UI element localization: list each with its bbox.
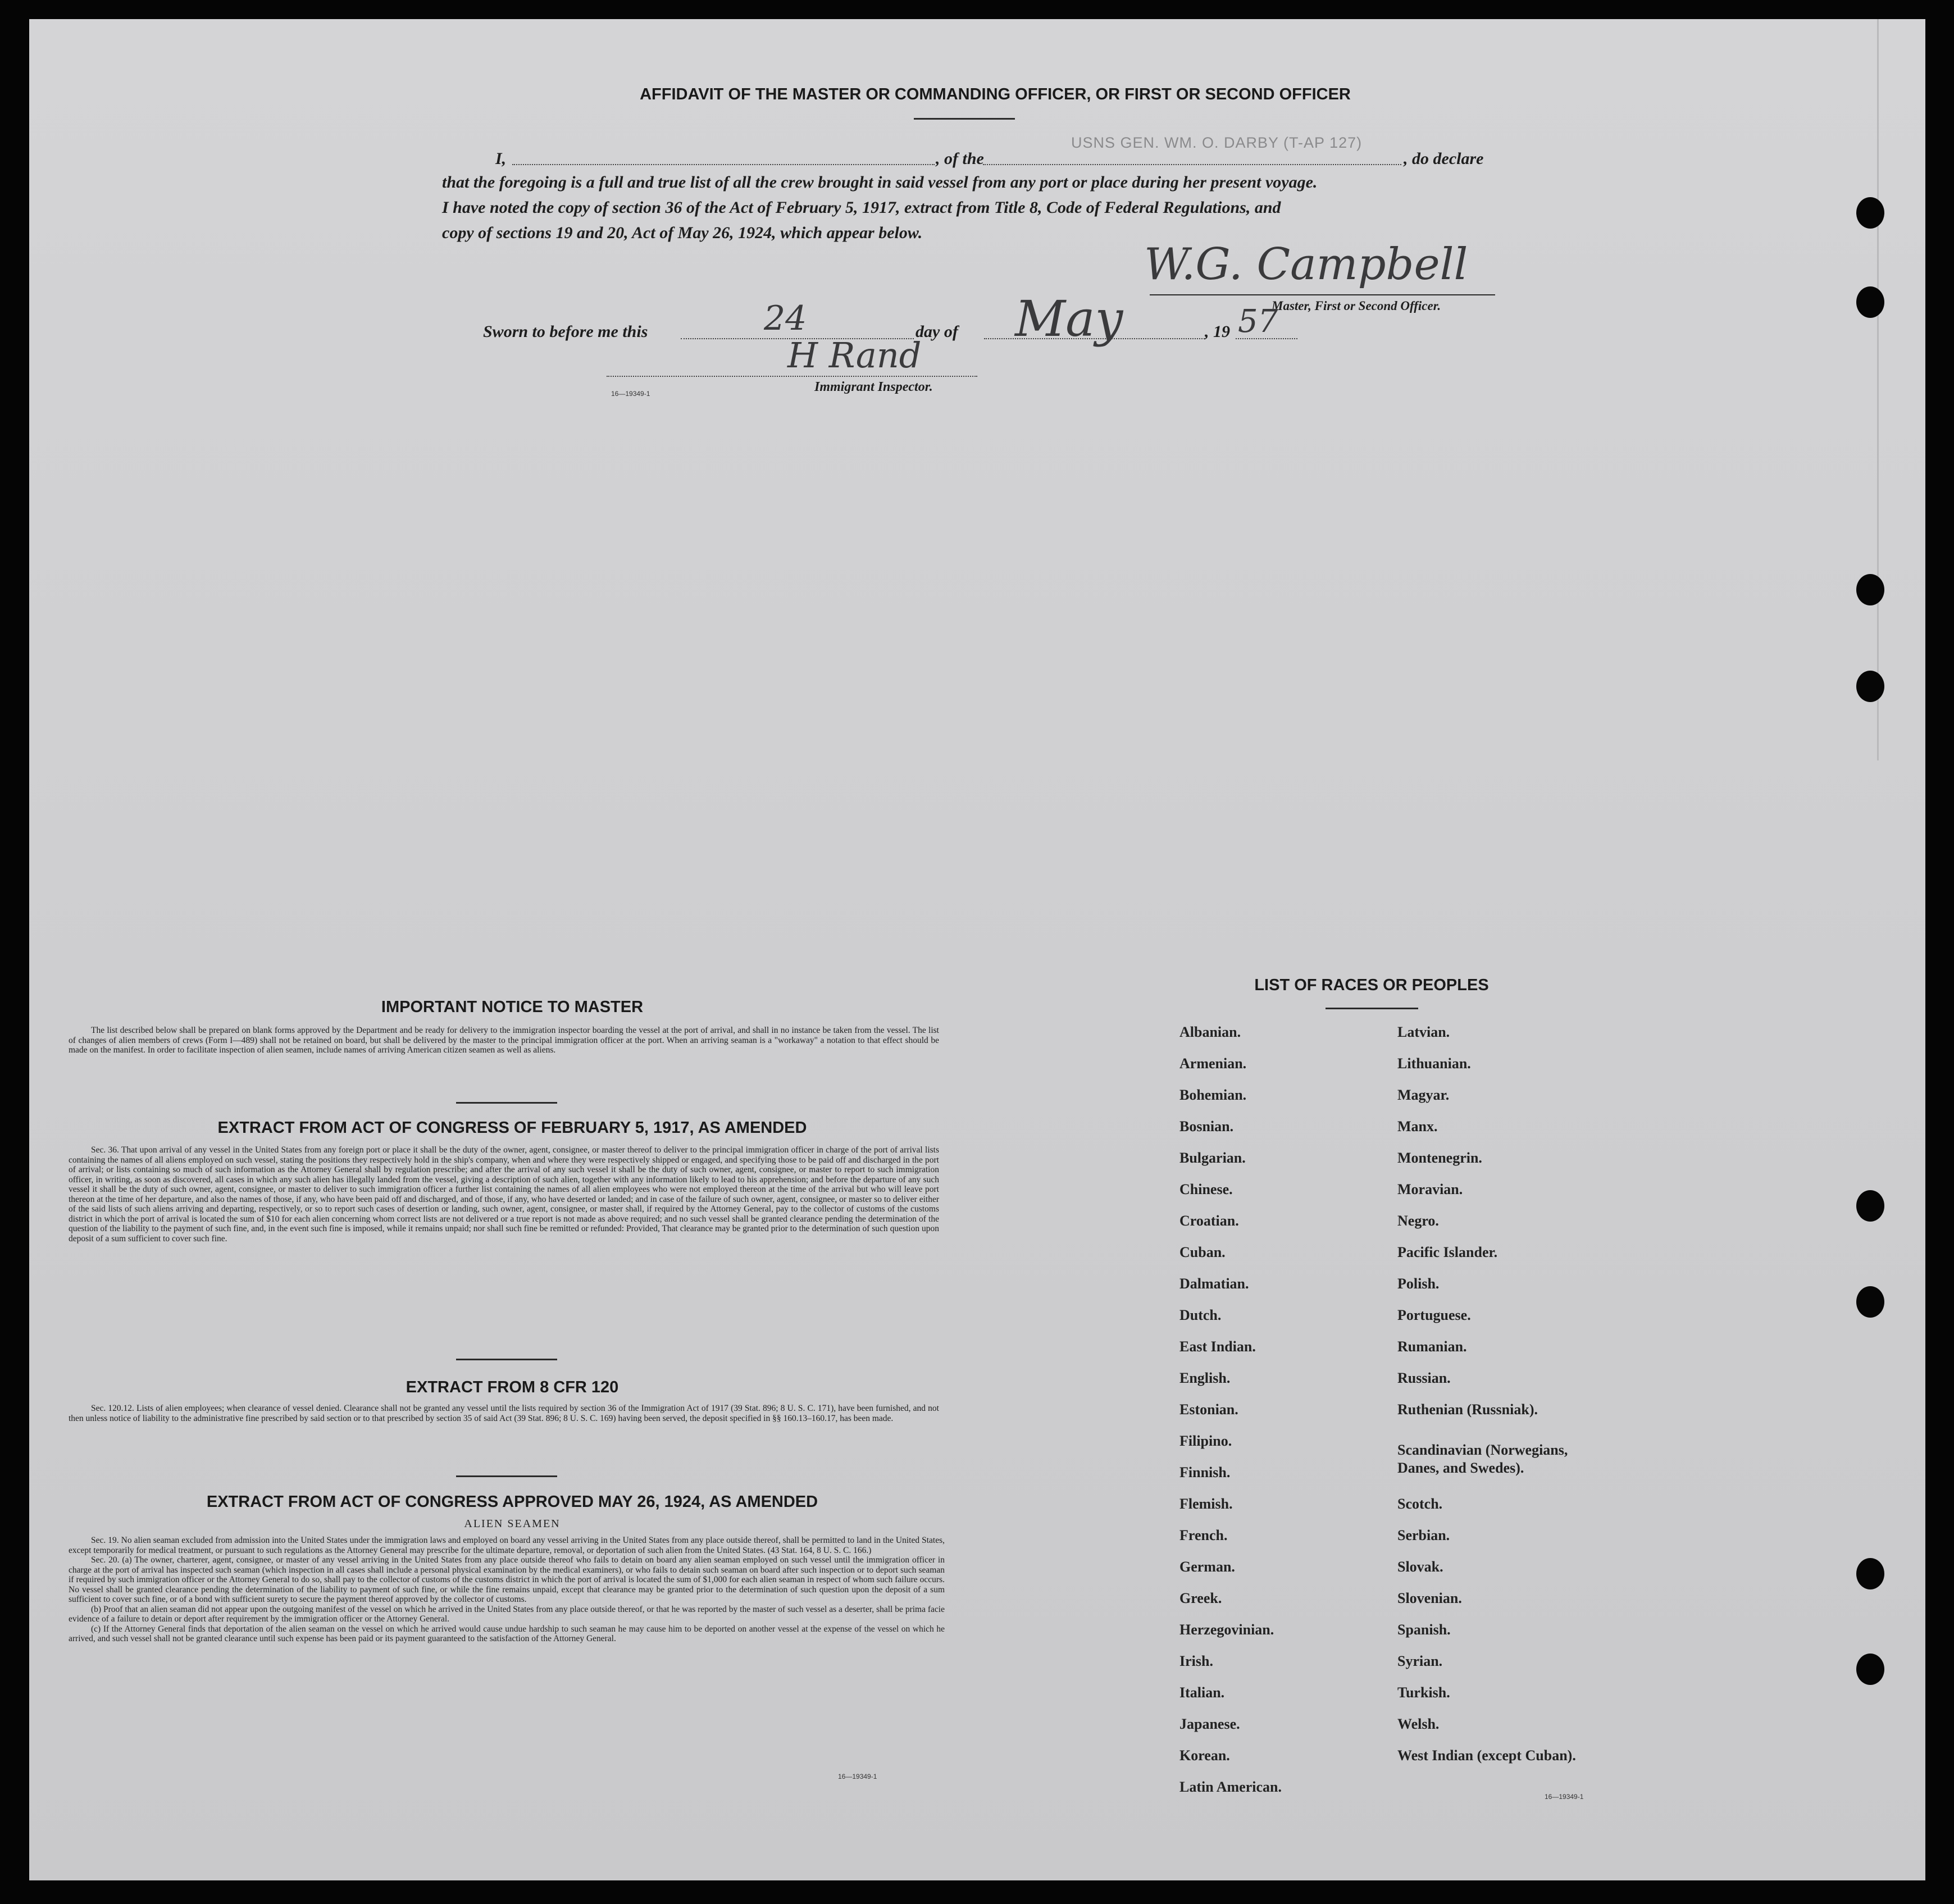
affiant-label: I, bbox=[495, 149, 507, 168]
extract-1924-title: EXTRACT FROM ACT OF CONGRESS APPROVED MAY 26, 1924, AS AMENDED bbox=[206, 1493, 818, 1511]
affidavit-form-number: 16—19349-1 bbox=[611, 390, 650, 398]
race-chinese: Chinese. bbox=[1179, 1181, 1233, 1197]
race-spanish: Spanish. bbox=[1397, 1621, 1451, 1638]
race-herzegovinian: Herzegovinian. bbox=[1179, 1621, 1274, 1638]
section-19-paragraph: Sec. 19. No alien seaman excluded from admission into the United States under the immigration laws and employed on board any vessel arriving in the United States from any place outside thereof, shall be permitted to land in the United States, except temporarily for medical treatment, or pursuant to such regulations as the Attorney General may prescribe for the ultimate departure, removal, or deportation of such alien from the United States. (43 Stat. 164, 8 U. S. C. 166.) bbox=[69, 1536, 945, 1555]
of-the-label: , of the bbox=[936, 149, 984, 168]
race-croatian: Croatian. bbox=[1179, 1213, 1239, 1229]
race-filipino: Filipino. bbox=[1179, 1433, 1232, 1449]
punch-hole bbox=[1856, 1286, 1884, 1318]
race-turkish: Turkish. bbox=[1397, 1684, 1450, 1701]
race-slovenian: Slovenian. bbox=[1397, 1590, 1462, 1606]
inspector-signature: H Rand bbox=[787, 335, 922, 376]
punch-hole bbox=[1856, 671, 1884, 702]
race-serbian: Serbian. bbox=[1397, 1527, 1450, 1543]
race-korean: Korean. bbox=[1179, 1747, 1230, 1764]
race-dalmatian: Dalmatian. bbox=[1179, 1276, 1249, 1292]
punch-hole bbox=[1856, 1654, 1884, 1685]
affidavit-statement: that the foregoing is a full and true list of all the crew brought in said vessel from any port or place during her present voyage. I have noted the copy of section 36 of the Act of February 5, 1917, extract from Title 8, Code of Federal Regulations, and copy of sections 19 and 20, Act of May 26, 1924, which appear below. bbox=[442, 173, 1318, 242]
race-italian: Italian. bbox=[1179, 1684, 1225, 1701]
affidavit-title: AFFIDAVIT OF THE MASTER OR COMMANDING OFFICER, OR FIRST OR SECOND OFFICER bbox=[640, 85, 1351, 103]
race-west-indian: West Indian (except Cuban). bbox=[1397, 1747, 1576, 1764]
section-rule bbox=[456, 1359, 557, 1360]
extract-form-number: 16—19349-1 bbox=[838, 1773, 877, 1780]
races-title-rule bbox=[1326, 1008, 1418, 1009]
race-negro: Negro. bbox=[1397, 1213, 1439, 1229]
inspector-signature-field bbox=[607, 376, 977, 377]
master-signature: W.G. Campbell bbox=[1144, 239, 1468, 290]
race-manx: Manx. bbox=[1397, 1118, 1438, 1135]
year-label: , 19 bbox=[1205, 322, 1230, 341]
extract-1917-title: EXTRACT FROM ACT OF CONGRESS OF FEBRUARY 5, 1917, AS AMENDED bbox=[217, 1119, 807, 1137]
race-syrian: Syrian. bbox=[1397, 1653, 1443, 1669]
race-english: English. bbox=[1179, 1370, 1231, 1386]
race-east-indian: East Indian. bbox=[1179, 1338, 1256, 1355]
race-greek: Greek. bbox=[1179, 1590, 1222, 1606]
race-slovak: Slovak. bbox=[1397, 1559, 1443, 1575]
sworn-year-field bbox=[1236, 338, 1297, 339]
title-rule bbox=[914, 118, 1015, 120]
race-german: German. bbox=[1179, 1559, 1235, 1575]
extract-cfr-title: EXTRACT FROM 8 CFR 120 bbox=[406, 1378, 619, 1396]
notice-text bbox=[69, 1026, 939, 1055]
sworn-label: Sworn to before me this bbox=[483, 322, 648, 341]
notice-paragraph: The list described below shall be prepared on blank forms approved by the Department and be ready for delivery to the immigration inspector boarding the vessel at the port of arrival, and shall in no instance be taken from the vessel. The list of changes of alien members of crews (Form I—489) shall not be retained on board, but shall be delivered by the master to the principal immigration officer at the port. When an arriving seaman is a "workaway" a notation to that effect should be made on the manifest. In order to facilitate inspection of alien seamen, include names of arriving American citizen seamen as well as aliens. bbox=[69, 1026, 939, 1055]
race-portuguese: Portuguese. bbox=[1397, 1307, 1471, 1323]
race-ruthenian: Ruthenian (Russniak). bbox=[1397, 1401, 1538, 1418]
races-title: LIST OF RACES OR PEOPLES bbox=[1254, 976, 1489, 994]
race-russian: Russian. bbox=[1397, 1370, 1451, 1386]
page-fold-line bbox=[1877, 19, 1879, 760]
sworn-year: 57 bbox=[1238, 303, 1278, 340]
punch-hole bbox=[1856, 286, 1884, 318]
punch-hole bbox=[1856, 197, 1884, 229]
master-signature-line bbox=[1150, 294, 1495, 295]
section-20c-paragraph: (c) If the Attorney General finds that deportation of the alien seaman on the vessel on which he arrived would cause undue hardship to such seaman he may cause him to be deported on another vessel at the expense of the vessel on which he arrived, and such vessel shall not be granted clearance until such expense has been paid or its payment guaranteed to the satisfaction of the Attorney General. bbox=[69, 1624, 945, 1643]
race-montenegrin: Montenegrin. bbox=[1397, 1150, 1482, 1166]
race-bohemian: Bohemian. bbox=[1179, 1087, 1247, 1103]
do-declare-label: , do declare bbox=[1404, 149, 1484, 168]
race-latvian: Latvian. bbox=[1397, 1024, 1450, 1040]
races-form-number: 16—19349-1 bbox=[1545, 1793, 1584, 1801]
race-finnish: Finnish. bbox=[1179, 1464, 1231, 1481]
notice-title: IMPORTANT NOTICE TO MASTER bbox=[381, 998, 644, 1016]
race-pacific-islander: Pacific Islander. bbox=[1397, 1244, 1498, 1260]
race-latin-american: Latin American. bbox=[1179, 1779, 1282, 1795]
race-lithuanian: Lithuanian. bbox=[1397, 1055, 1471, 1072]
document-page bbox=[29, 19, 1925, 1880]
sworn-day: 24 bbox=[764, 299, 807, 338]
master-caption: Master, First or Second Officer. bbox=[1272, 299, 1441, 313]
race-french: French. bbox=[1179, 1527, 1228, 1543]
race-estonian: Estonian. bbox=[1179, 1401, 1238, 1418]
section-20a-paragraph: Sec. 20. (a) The owner, charterer, agent, consignee, or master of any vessel arriving in the United States from any place outside thereof who fails to detain on board any alien seaman employed on such vessel until the immigration officer in charge at the port of arrival has inspected such seaman (which inspection in all cases shall include a personal physical examination by the medical examiners), or who fails to detain such seaman on board after such inspection or to deport such seaman if required by such immigration officer or the Attorney General to do so, shall pay to the collector of customs of the customs district in which the port of arrival is located the sum of $1,000 for each alien seaman in respect of whom such failure occurs. No vessel shall be granted clearance pending the determination of the liability to payment of such fine, or while the fine remains unpaid, except that clearance may be granted prior to the determination of such question upon the deposit of a sum sufficient to cover such fine, or of a bond with sufficient surety to secure the payment thereof approved by the collector of customs. bbox=[69, 1555, 945, 1604]
section-120-12-paragraph: Sec. 120.12. Lists of alien employees; when clearance of vessel denied. Clearance shall not be granted any vessel until the lists required by section 36 of the Immigration Act of 1917 (39 Stat. 896; 8 U. S. C. 171), have been furnished, and not then unless notice of liability to the administrative fine prescribed by said section or to that prescribed by section 35 of said Act (39 Stat. 896; 8 U. S. C. 169) having been served, the deposit specified in §§ 160.13–160.17, has been made. bbox=[69, 1404, 939, 1423]
section-36-paragraph: Sec. 36. That upon arrival of any vessel in the United States from any foreign port or place it shall be the duty of the owner, agent, consignee, or master thereof to deliver to the principal immigration officer in charge of the port of arrival lists containing the names of all aliens employed on such vessel, stating the positions they respectively hold in the ship's company, when and where they were respectively shipped or engaged, and specifying those to be paid off and discharged in the port of arrival; or lists containing so much of such information as the Attorney General shall by regulation prescribe; and after the arrival of any such vessel it shall be the duty of such owner, agent, consignee, or master to report to such immigration officer, in writing, as soon as discovered, all cases in which any such alien has illegally landed from the vessel, giving a description of such alien, together with any information likely to lead to his apprehension; and before the departure of any such vessel it shall be the duty of such owner, agent, consignee, or master to deliver to such immigration officer a further list containing the names of all alien employees who were not employed thereon at the time of the arrival but who will leave port thereon at the time of her departure, and also the names of those, if any, who have been paid off and discharged, and of those, if any, who have deserted or landed; and in case of the failure of such owner, agent, consignee, or master so to deliver either of the said lists of such aliens arriving and departing, respectively, or so to report such cases of desertion or landing, such owner, agent, consignee, or master shall, if required by the Attorney General, pay to the collector of customs of the customs district in which the port of arrival is located the sum of $10 for each alien concerning whom correct lists are not delivered or a true report is not made as above required; and no such vessel shall be granted clearance pending the determination of the question of the liability to the payment of such fine, and, in the event such fine is imposed, while it remains unpaid; nor shall such fine be remitted or refunded: Provided, That clearance may be granted prior to the determination of such question upon deposit of a sum sufficient to cover such fine. bbox=[69, 1145, 939, 1243]
vessel-name-stamp: USNS GEN. WM. O. DARBY (T-AP 127) bbox=[1071, 134, 1363, 151]
alien-seamen-subtitle: ALIEN SEAMEN bbox=[464, 1518, 561, 1530]
punch-hole bbox=[1856, 1190, 1884, 1222]
inspector-caption: Immigrant Inspector. bbox=[814, 380, 933, 394]
sworn-month: May bbox=[1015, 290, 1123, 348]
race-japanese: Japanese. bbox=[1179, 1716, 1240, 1732]
extract-1924-text bbox=[69, 1536, 945, 1644]
race-armenian: Armenian. bbox=[1179, 1055, 1247, 1072]
race-flemish: Flemish. bbox=[1179, 1496, 1233, 1512]
section-20b-paragraph: (b) Proof that an alien seaman did not appear upon the outgoing manifest of the vessel on which he arrived in the United States from any place outside thereof, or that he was reported by the master of such vessel as a deserter, shall be prima facie evidence of a failure to detain or deport after requirement by the immigration officer or the Attorney General. bbox=[69, 1604, 945, 1624]
affiant-name-field bbox=[512, 164, 935, 165]
race-scotch: Scotch. bbox=[1397, 1496, 1443, 1512]
punch-hole bbox=[1856, 1558, 1884, 1589]
section-rule bbox=[456, 1475, 557, 1477]
vessel-name-field bbox=[983, 164, 1401, 165]
race-bulgarian: Bulgarian. bbox=[1179, 1150, 1246, 1166]
race-irish: Irish. bbox=[1179, 1653, 1213, 1669]
race-welsh: Welsh. bbox=[1397, 1716, 1440, 1732]
punch-hole bbox=[1856, 574, 1884, 605]
race-rumanian: Rumanian. bbox=[1397, 1338, 1467, 1355]
race-magyar: Magyar. bbox=[1397, 1087, 1450, 1103]
race-scandinavian: Scandinavian (Norwegians, Danes, and Swedes). bbox=[1397, 1442, 1568, 1476]
section-rule bbox=[456, 1102, 557, 1104]
race-bosnian: Bosnian. bbox=[1179, 1118, 1234, 1135]
race-moravian: Moravian. bbox=[1397, 1181, 1463, 1197]
race-polish: Polish. bbox=[1397, 1276, 1440, 1292]
extract-1917-text bbox=[69, 1145, 939, 1243]
race-cuban: Cuban. bbox=[1179, 1244, 1226, 1260]
extract-cfr-text bbox=[69, 1404, 939, 1423]
race-dutch: Dutch. bbox=[1179, 1307, 1222, 1323]
day-of-label: day of bbox=[915, 322, 958, 341]
race-albanian: Albanian. bbox=[1179, 1024, 1241, 1040]
